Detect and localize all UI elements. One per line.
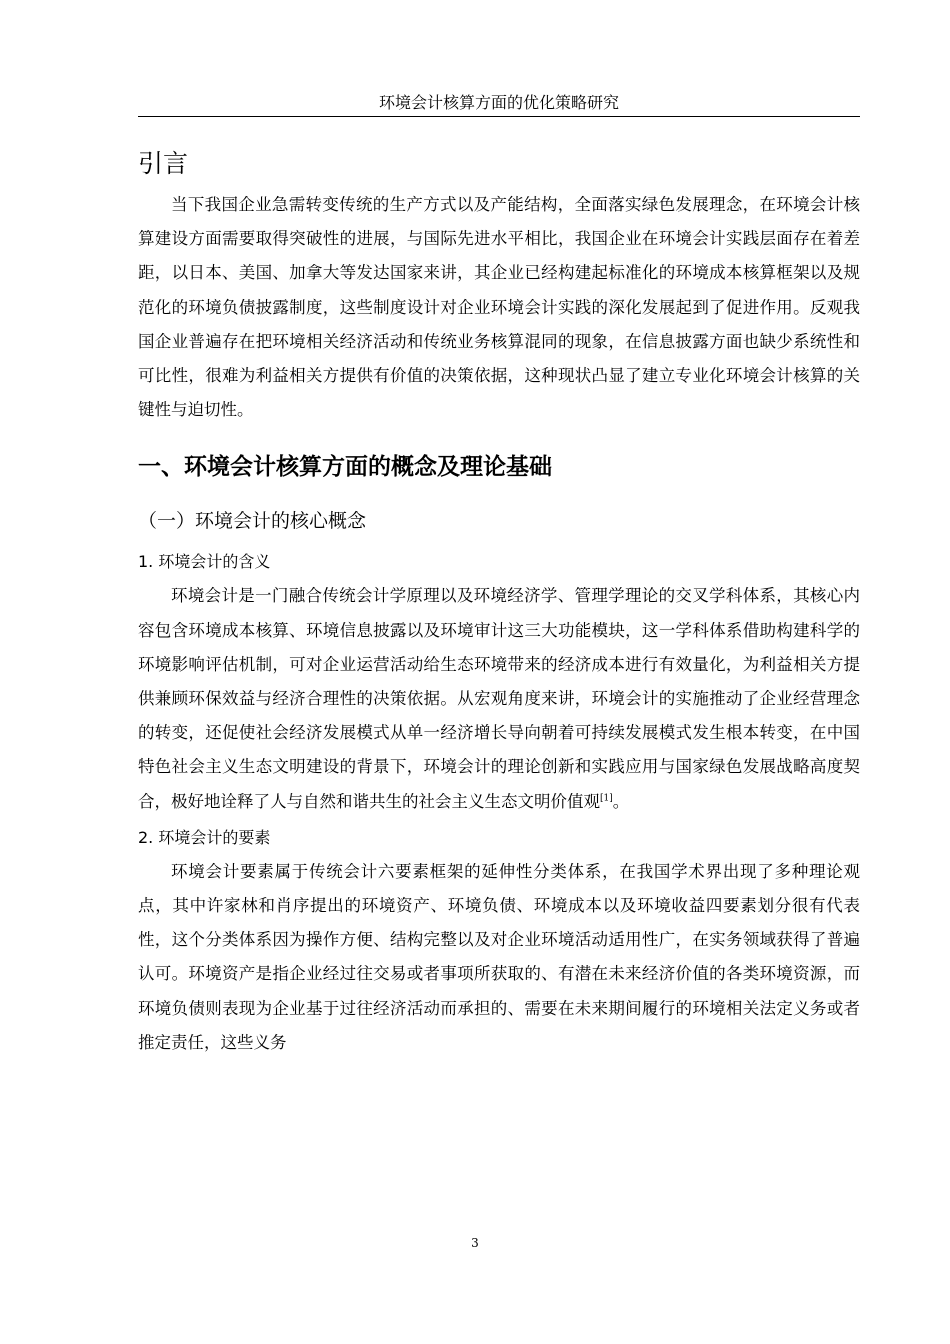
section-1-heading: 一、环境会计核算方面的概念及理论基础 [138, 454, 552, 481]
item-1-text: 环境会计是一门融合传统会计学原理以及环境经济学、管理学理论的交叉学科体系，其核心内容包含环境成本核算、环境信息披露以及环境审计这三大功能模块，这一学科体系借助构建科学的环境影响评估机制，可对企业运营活动给生态环境带来的经济成本进行有效量化，为利益相关方提供兼顾环保效益与经济合理性的决策依据。从宏观角度来讲，环境会计的实施推动了企业经营理念的转变，还促使社会经济发展模式从单一经济增长导向朝着可持续发展模式发生根本转变，在中国特色社会主义生态文明建设的背景下，环境会计的理论创新和实践应用与国家绿色发展战略高度契合，极好地诠释了人与自然和谐共生的社会主义生态文明价值观 [138, 586, 860, 811]
item-1-paragraph [138, 579, 860, 818]
page-number: 3 [471, 1236, 479, 1250]
citation-ref[interactable]: [1] [600, 793, 613, 804]
item-1-heading: 1. 环境会计的含义 [138, 552, 271, 572]
page-content [138, 140, 860, 1060]
subsection-1-heading: （一）环境会计的核心概念 [138, 510, 367, 533]
item-2-paragraph: 环境会计要素属于传统会计六要素框架的延伸性分类体系，在我国学术界出现了多种理论观点，其中许家林和肖序提出的环境资产、环境负债、环境成本以及环境收益四要素划分很有代表性，这个分类体系因为操作方便、结构完整以及对企业环境活动适用性广，在实务领域获得了普遍认可。环境资产是指企业经过往交易或者事项所获取的、有潜在未来经济价值的各类环境资源，而环境负债则表现为企业基于过往经济活动而承担的、需要在未来期间履行的环境相关法定义务或者推定责任，这些义务 [138, 861, 860, 1052]
item-1-tail: 。 [612, 791, 630, 811]
running-header: 环境会计核算方面的优化策略研究 [138, 93, 860, 117]
intro-paragraph: 当下我国企业急需转变传统的生产方式以及产能结构，全面落实绿色发展理念，在环境会计核算建设方面需要取得突破性的进展，与国际先进水平相比，我国企业在环境会计实践层面存在着差距，以日本、美国、加拿大等发达国家来讲，其企业已经构建起标准化的环境成本核算框架以及规范化的环境负债披露制度，这些制度设计对企业环境会计实践的深化发展起到了促进作用。反观我国企业普遍存在把环境相关经济活动和传统业务核算混同的现象，在信息披露方面也缺少系统性和可比性，很难为利益相关方提供有价值的决策依据，这种现状凸显了建立专业化环境会计核算的关键性与迫切性。 [138, 195, 860, 420]
item-2-heading: 2. 环境会计的要素 [138, 827, 271, 847]
intro-heading: 引言 [138, 149, 189, 178]
